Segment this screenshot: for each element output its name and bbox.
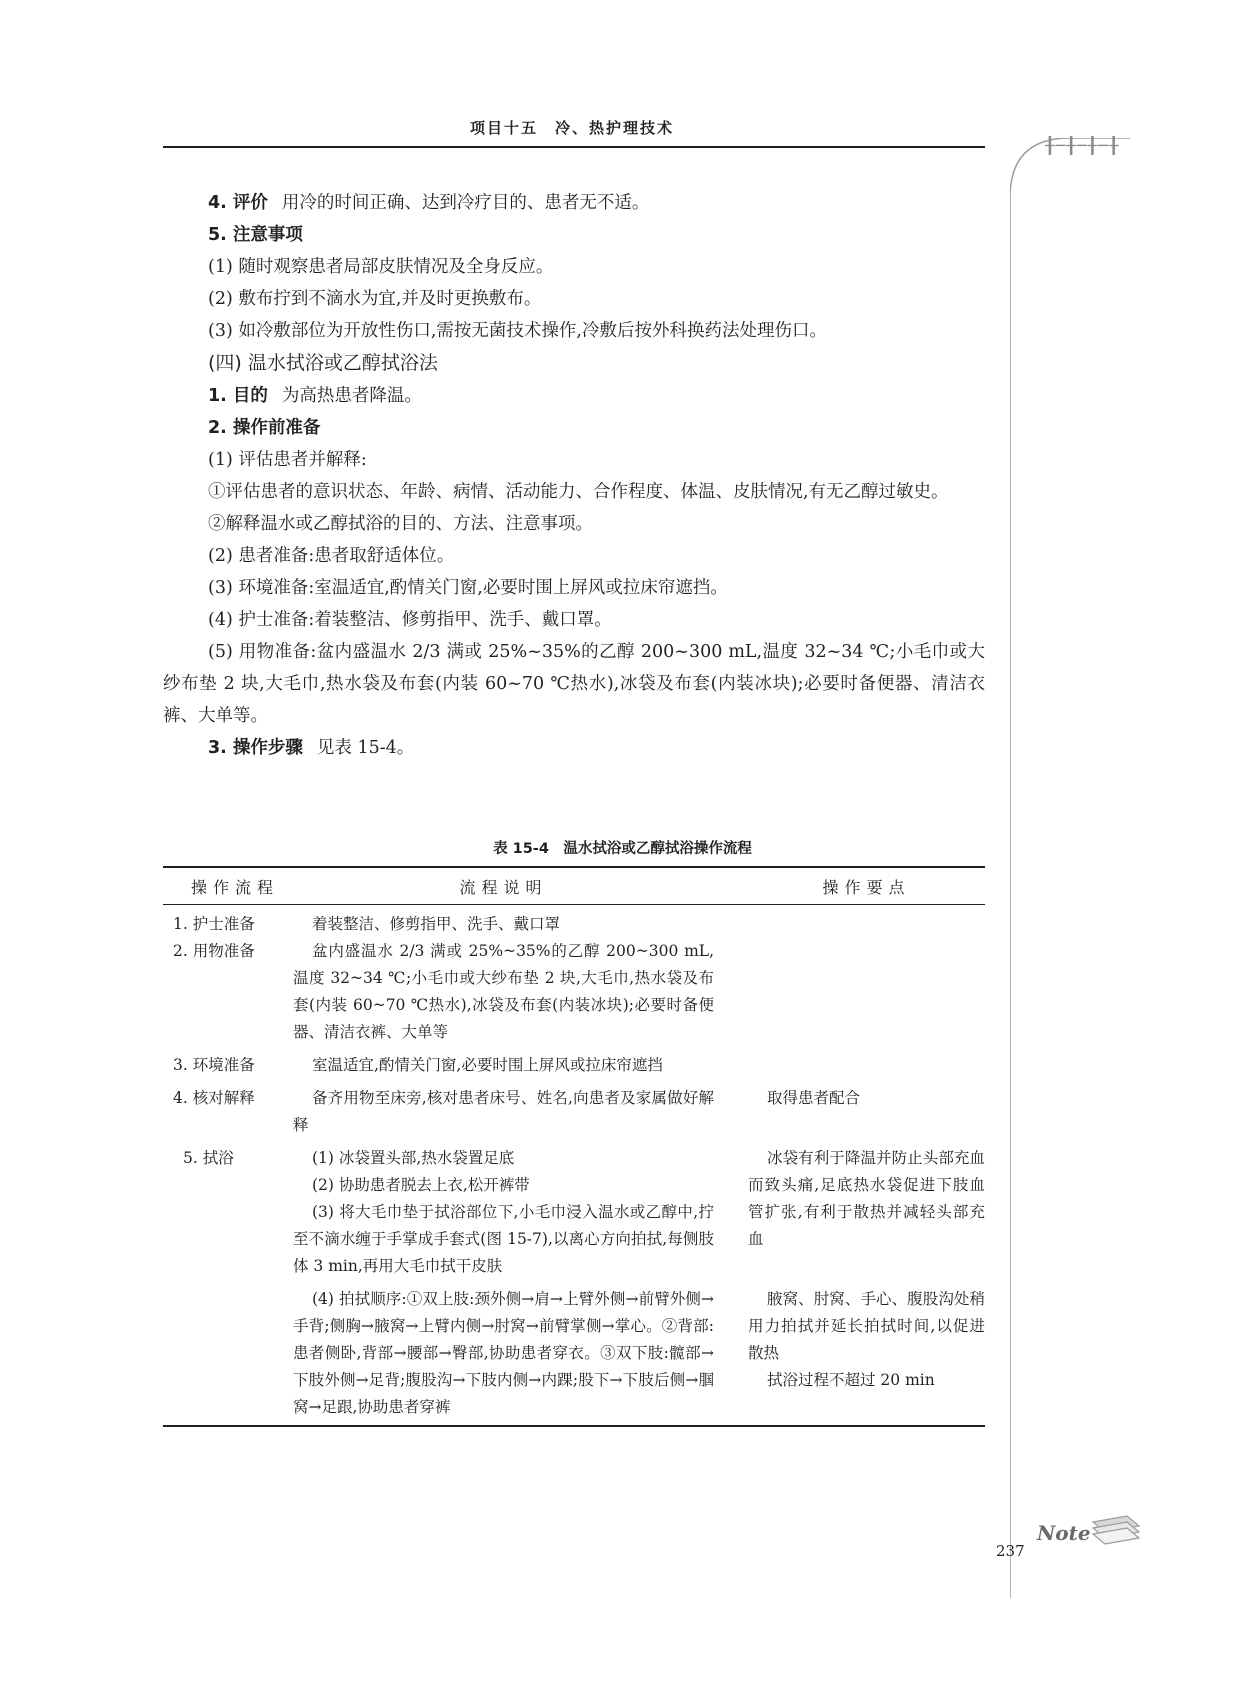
eval-paragraph [163,187,985,219]
table-row [163,938,985,1046]
purpose-text: 为高热患者降温。 [281,386,422,406]
steps-title: 3. 操作步骤 [208,738,303,758]
prep-title: 2. 操作前准备 [208,418,321,438]
table-header [163,868,985,904]
svg-text:Note: Note [1037,1521,1091,1545]
table-row [163,1145,985,1280]
prep-3: (3) 环境准备:室温适宜,酌情关门窗,必要时围上屏风或拉床帘遮挡。 [208,578,728,598]
row-step: 5. 拭浴 [183,1149,234,1167]
running-header: 项目十五 冷、热护理技术 [470,119,675,137]
eval-text: 用冷的时间正确、达到冷疗目的、患者无不适。 [281,193,650,213]
row-desc: 室温适宜,酌情关门窗,必要时围上屏风或拉床帘遮挡 [312,1056,663,1074]
table-row [163,911,985,938]
table-caption: 表 15-4 温水拭浴或乙醇拭浴操作流程 [493,841,752,857]
margin-marks: ╂─╂─╂─╂ [1045,136,1120,155]
row-points: 腋窝、肘窝、手心、腹股沟处稍用力拍拭并延长拍拭时间,以促进散热 拭浴过程不超过 20 min [748,1290,985,1389]
table-row [163,1286,985,1421]
prep-1b: ②解释温水或乙醇拭浴的目的、方法、注意事项。 [208,514,593,534]
table-bottom-rule [163,1425,985,1427]
margin-curve [1010,138,1130,1598]
steps-paragraph [163,732,985,764]
prep-4: (4) 护士准备:着装整洁、修剪指甲、洗手、戴口罩。 [208,610,612,630]
header-desc: 流程说明 [459,877,548,897]
row-step: 3. 环境准备 [173,1056,255,1074]
row-step [163,1286,293,1421]
note-2: (2) 敷布拧到不滴水为宜,并及时更换敷布。 [208,289,542,309]
row-step: 1. 护士准备 [173,915,255,933]
row-points [728,938,985,1046]
page-number: 237 [996,1542,1025,1560]
row-desc: 备齐用物至床旁,核对患者床号、姓名,向患者及家属做好解释 [293,1089,714,1134]
row-step: 2. 用物准备 [173,942,255,960]
note-book-icon [1035,1508,1145,1552]
row-points [728,1052,985,1079]
note-1: (1) 随时观察患者局部皮肤情况及全身反应。 [208,257,554,277]
body-text [163,187,985,764]
steps-text: 见表 15-4。 [316,738,415,758]
header-rule [163,146,985,148]
prep-2: (2) 患者准备:患者取舒适体位。 [208,546,455,566]
section-title: (四) 温水拭浴或乙醇拭浴法 [208,352,438,374]
purpose-title: 1. 目的 [208,386,268,406]
table-row [163,1085,985,1139]
procedure-table [163,866,985,1427]
row-step: 4. 核对解释 [173,1089,255,1107]
prep-5: (5) 用物准备:盆内盛温水 2/3 满或 25%~35%的乙醇 200~300 mL,温度 32~34 ℃;小毛巾或大纱布垫 2 块,大毛巾,热水袋及布套(内装 60~70 ℃热水),冰袋及布套(内装冰块);必要时备便器、清洁衣裤、大单等。 [163,642,985,726]
row-points: 取得患者配合 [767,1089,861,1107]
notes-title: 5. 注意事项 [208,225,303,245]
eval-title: 4. 评价 [208,193,268,213]
note-3: (3) 如冷敷部位为开放性伤口,需按无菌技术操作,冷敷后按外科换药法处理伤口。 [208,321,827,341]
row-desc: (1) 冰袋置头部,热水袋置足底 (2) 协助患者脱去上衣,松开裤带 (3) 将大毛巾垫于拭浴部位下,小毛巾浸入温水或乙醇中,拧至不滴水缠于手掌成手套式(图 15-7),以离心方向拍拭,每侧肢体 3 min,再用大毛巾拭干皮肤 [293,1149,714,1275]
table-row [163,1052,985,1079]
row-points [728,911,985,938]
row-desc: 着装整洁、修剪指甲、洗手、戴口罩 [312,915,561,933]
prep-1a: ①评估患者的意识状态、年龄、病情、活动能力、合作程度、体温、皮肤情况,有无乙醇过敏史。 [208,482,949,502]
prep-1: (1) 评估患者并解释: [208,450,367,470]
header-points: 操作要点 [822,877,911,897]
row-desc: 盆内盛温水 2/3 满或 25%~35%的乙醇 200~300 mL,温度 32~34 ℃;小毛巾或大纱布垫 2 块,大毛巾,热水袋及布套(内装 60~70 ℃热水),冰袋及布套(内装冰块);必要时备便器、清洁衣裤、大单等 [293,942,714,1041]
row-desc: (4) 拍拭顺序:①双上肢:颈外侧→肩→上臂外侧→前臂外侧→手背;侧胸→腋窝→上臂内侧→肘窝→前臂掌侧→掌心。②背部:患者侧卧,背部→腰部→臀部,协助患者穿衣。③双下肢:髋部→下肢外侧→足背;腹股沟→下肢内侧→内踝;股下→下肢后侧→腘窝→足跟,协助患者穿裤 [293,1290,714,1416]
header-step: 操作流程 [190,877,279,897]
row-points: 冰袋有利于降温并防止头部充血而致头痛,足底热水袋促进下肢血管扩张,有利于散热并减轻头部充血 [748,1149,985,1248]
purpose-paragraph [163,380,985,412]
table-body [163,905,985,1425]
